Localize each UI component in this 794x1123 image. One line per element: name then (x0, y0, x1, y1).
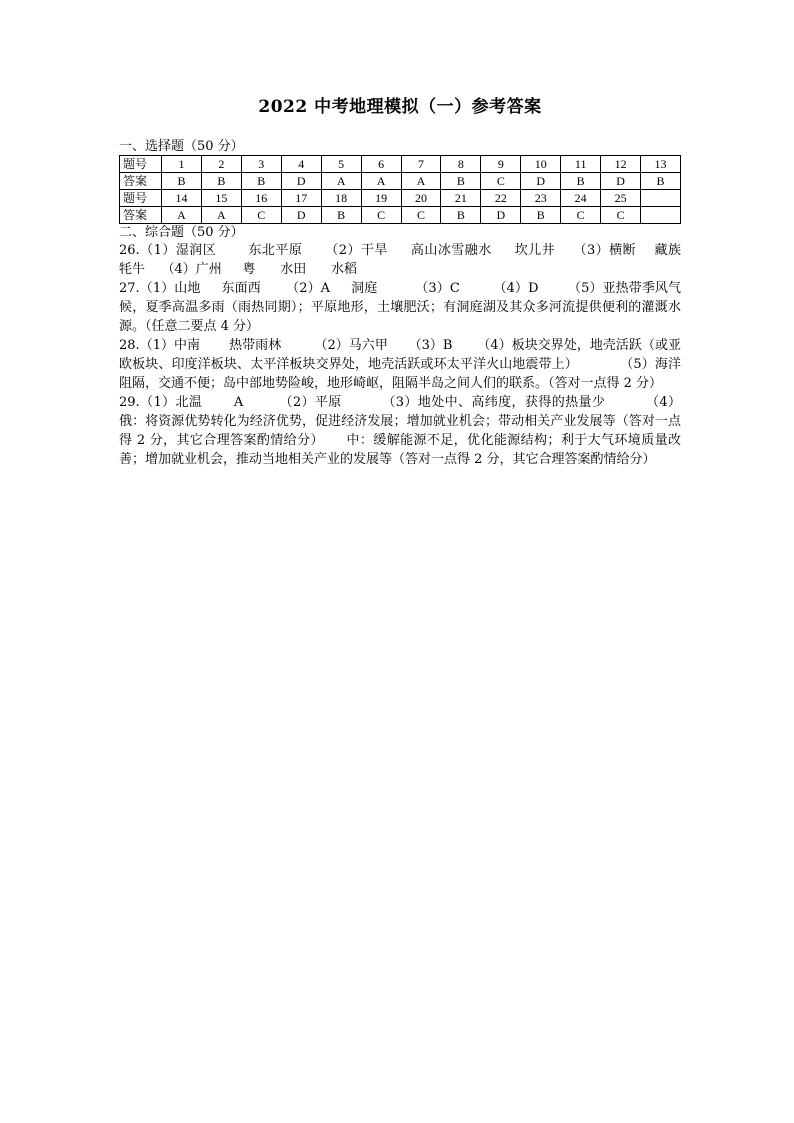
section-heading-comprehensive: 二、综合题（50 分） (119, 225, 244, 240)
table-cell: 13 (641, 156, 681, 173)
table-cell (641, 207, 681, 224)
table-cell: 16 (241, 190, 281, 207)
table-cell: 1 (162, 156, 202, 173)
table-cell: C (561, 207, 601, 224)
table-cell: C (401, 207, 441, 224)
table-row (120, 156, 681, 173)
table-cell: A (201, 207, 241, 224)
answer-table (119, 155, 681, 224)
table-cell: 24 (561, 190, 601, 207)
table-cell: 6 (361, 156, 401, 173)
table-cell: 17 (281, 190, 321, 207)
table-cell: 19 (361, 190, 401, 207)
table-cell: A (321, 173, 361, 190)
table-cell (641, 190, 681, 207)
table-cell: D (601, 173, 641, 190)
table-row (120, 207, 681, 224)
table-cell: C (481, 173, 521, 190)
table-cell: 10 (521, 156, 561, 173)
row-label: 答案 (120, 207, 162, 224)
table-cell: B (641, 173, 681, 190)
table-cell: 2 (201, 156, 241, 173)
answer-sheet (119, 96, 698, 469)
table-cell: B (441, 207, 481, 224)
row-label: 答案 (120, 173, 162, 190)
table-cell: D (481, 207, 521, 224)
table-row (120, 190, 681, 207)
answer-paragraph-27: 27.（1）山地 东面西 （2）A 洞庭 （3）C （4）D （5）亚热带季风气候，夏季高温多雨（雨热同期）；平原地形，土壤肥沃；有洞庭湖及其众多河流提供便利的灌溉水源。（任意二要点 4 分） (119, 281, 681, 334)
table-cell: 12 (601, 156, 641, 173)
table-cell: B (441, 173, 481, 190)
answer-paragraph-26: 26.（1）湿润区 东北平原 （2）干旱 高山冰雪融水 坎儿井 （3）横断 藏族 牦牛 （4）广州 粤 水田 水稻 (119, 243, 698, 277)
table-cell: 5 (321, 156, 361, 173)
table-cell: D (281, 173, 321, 190)
table-cell: 25 (601, 190, 641, 207)
answer-paragraph-29: 29.（1）北温 A （2）平原 （3）地处中、高纬度，获得的热量少 （4）俄：将资源优势转化为经济优势，促进经济发展；增加就业机会；带动相关产业发展等（答对一点得 2 分，其它合理答案酌情给分） 中：缓解能源不足，优化能源结构；利于大气环境质量改善；增加就业机会，推动当地相关产业的发展等（答对一点得 2 分，其它合理答案酌情给分） (119, 395, 681, 467)
table-cell: C (601, 207, 641, 224)
table-cell: A (162, 207, 202, 224)
table-cell: B (321, 207, 361, 224)
table-cell: B (521, 207, 561, 224)
table-row (120, 173, 681, 190)
table-cell: C (241, 207, 281, 224)
row-label: 题号 (120, 190, 162, 207)
table-cell: 11 (561, 156, 601, 173)
table-cell: 7 (401, 156, 441, 173)
table-cell: D (281, 207, 321, 224)
table-cell: 14 (162, 190, 202, 207)
table-cell: A (361, 173, 401, 190)
table-cell: B (561, 173, 601, 190)
row-label: 题号 (120, 156, 162, 173)
table-cell: 23 (521, 190, 561, 207)
table-cell: 22 (481, 190, 521, 207)
table-cell: B (241, 173, 281, 190)
page-title: 2022 中考地理模拟（一）参考答案 (258, 97, 542, 117)
table-cell: 20 (401, 190, 441, 207)
table-cell: 4 (281, 156, 321, 173)
table-cell: D (521, 173, 561, 190)
table-cell: B (162, 173, 202, 190)
table-cell: 8 (441, 156, 481, 173)
table-cell: C (361, 207, 401, 224)
answer-paragraph-28: 28.（1）中南 热带雨林 （2）马六甲 （3）B （4）板块交界处，地壳活跃（或亚欧板块、印度洋板块、太平洋板块交界处，地壳活跃或环太平洋火山地震带上） （5）海洋阻隔，交通不便；岛中部地势险峻，地形崎岖，阻隔半岛之间人们的联系。（答对一点得 2 分） (119, 338, 681, 391)
table-cell: B (201, 173, 241, 190)
table-cell: 18 (321, 190, 361, 207)
section-heading-choice: 一、选择题（50 分） (119, 139, 244, 154)
table-cell: 15 (201, 190, 241, 207)
table-cell: 3 (241, 156, 281, 173)
table-cell: 21 (441, 190, 481, 207)
table-cell: A (401, 173, 441, 190)
table-cell: 9 (481, 156, 521, 173)
